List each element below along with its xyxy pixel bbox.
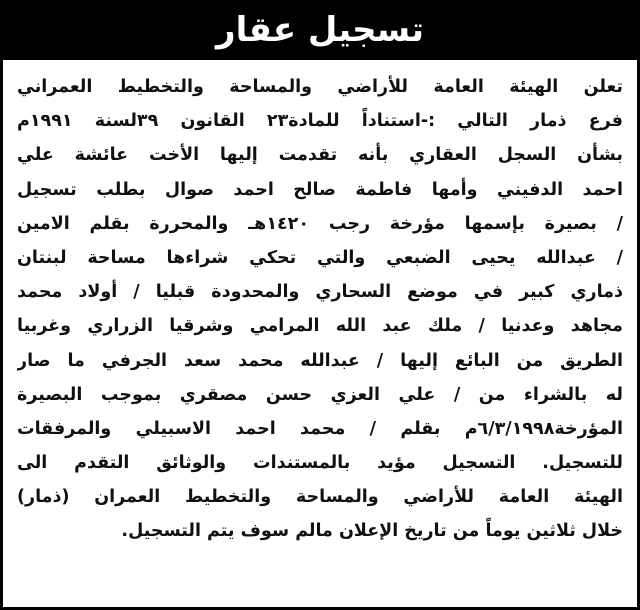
notice-text	[17, 70, 623, 549]
text-line: / عبدالله يحيى الضبعي والتي تحكي شراءها مساحة لبنتان	[17, 247, 623, 268]
notice-title: تسجيل عقار	[216, 10, 424, 50]
title-bar	[0, 0, 640, 60]
text-line: خلال ثلاثين يوماً من تاريخ الإعلان مالم سوف يتم التسجيل.	[121, 521, 623, 542]
text-line: بشأن السجل العقاري بأنه تقدمت إليها الأخت عائشة علي	[17, 145, 623, 166]
text-line: تعلن الهيئة العامة للأراضي والمساحة والتخطيط العمراني	[17, 77, 623, 97]
text-line: مجاهد وعدنيا / ملك عبد الله المرامي وشرقيا الزراري وغربيا	[17, 316, 623, 337]
text-line: / بصيرة بإسمها مؤرخة رجب ١٤٢٠هـ والمحررة بقلم الامين	[17, 213, 623, 234]
text-line: ذماري كبير في موضع السحاري والمحدودة قبليا / أولاد محمد	[17, 282, 623, 303]
text-line: الطريق من البائع إليها / عبدالله محمد سعد الجرفي ما صار	[17, 350, 623, 371]
text-line: للتسجيل. التسجيل مؤيد بالمستندات والوثائق التقدم الى	[17, 453, 623, 474]
text-line: احمد الدفيني وأمها فاطمة صالح احمد صوال بطلب تسجيل	[17, 179, 623, 200]
text-line: فرع ذمار التالي :-استناداً للمادة٢٣ القانون ٣٩لسنة ١٩٩١م	[17, 111, 623, 132]
notice-body	[0, 60, 640, 610]
text-line: له بالشراء من / علي العزي حسن مصقري بموجب البصيرة	[17, 384, 623, 405]
text-line: المؤرخة٦/٣/١٩٩٨م بقلم / محمد احمد الاسبيلي والمرفقات	[17, 418, 623, 439]
text-line: الهيئة العامة للأراضي والمساحة والتخطيط العمران (ذمار)	[17, 487, 623, 508]
